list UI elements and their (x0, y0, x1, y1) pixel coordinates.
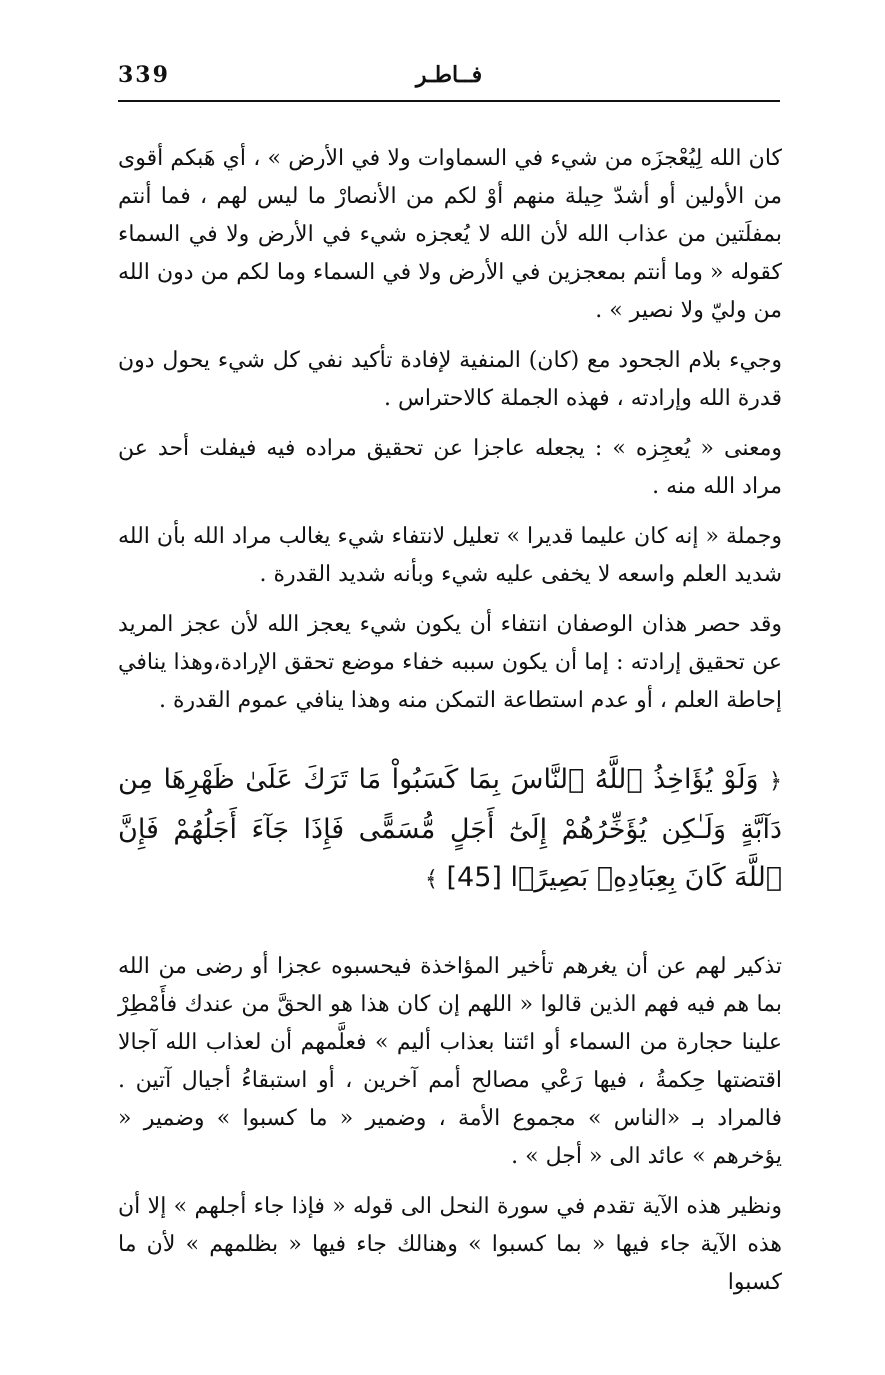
verse-close-ornament: ﴾ (425, 867, 438, 892)
quran-verse (118, 756, 782, 904)
paragraph: كان الله لِيُعْجزَه من شيء في السماوات ولا في الأرض » ، أي هَبكم أقوى من الأولين أو أشدّ حِيلة منهم أوْ لكم من الأنصارْ ما ليس لهم ، فما أنتم بمفلَتين من عذاب الله لأن الله لا يُعجزه شيء في الأرض ولا في السماء كقوله « وما أنتم بمعجزين في الأرض ولا في السماء وما لكم من دون الله من وليّ ولا نصير » . (118, 146, 782, 323)
verse-text: وَلَوْ يُؤَاخِذُ ٱللَّهُ ٱلنَّاسَ بِمَا كَسَبُواْ مَا تَرَكَ عَلَىٰ ظَهْرِهَا مِن دَآبَّةٍ وَلَـٰكِن يُؤَخِّرُهُمْ إِلَىٰٓ أَجَلٍ مُّسَمًّى فَإِذَا جَآءَ أَجَلُهُمْ فَإِنَّ ٱللَّهَ كَانَ بِعِبَادِهِۦ بَصِيرًۢا (118, 764, 782, 893)
paragraph: ومعنى « يُعجِزه » : يجعله عاجزا عن تحقيق مراده فيه فيفلت أحد عن مراد الله منه . (118, 436, 782, 499)
page-body (118, 140, 782, 1302)
page-number: 339 (118, 62, 170, 88)
paragraph: وقد حصر هذان الوصفان انتفاء أن يكون شيء يعجز الله لأن عجز المريد عن تحقيق إرادته : إما أن يكون سببه خفاء موضع تحقق الإرادة،وهذا ينافي إحاطة العلم ، أو عدم استطاعة التمكن منه وهذا ينافي عموم القدرة . (118, 612, 782, 713)
paragraph: ونظير هذه الآية تقدم في سورة النحل الى قوله « فإذا جاء أجلهم » إلا أن هذه الآية جاء فيها « بما كسبوا » وهنالك جاء فيها « بظلمهم » لأن ما كسبوا (118, 1194, 782, 1295)
verse-open-ornament: ﴿ (769, 769, 782, 794)
page-header (118, 58, 780, 102)
paragraph: تذكير لهم عن أن يغرهم تأخير المؤاخذة فيحسبوه عجزا أو رضى من الله بما هم فيه فهم الذين قالوا « اللهم إن كان هذا هو الحقَّ من عندك فأَمْطِرْ علينا حجارة من السماء أو ائتنا بعذاب أليم » فعلَّمهم أن لعذاب الله آجالا اقتضتها حِكمةُ ، فيها رَعْي مصالح أمم آخرين ، أو استبقاءُ أجيال آتين . فالمراد بـ «الناس » مجموع الأمة ، وضمير « ما كسبوا » وضمير « يؤخرهم » عائد الى « أجل » . (118, 954, 782, 1169)
paragraph: وجيء بلام الجحود مع (كان) المنفية لإفادة تأكيد نفي كل شيء يحول دون قدرة الله وإرادته ، فهذه الجملة كالاحتراس . (118, 348, 782, 411)
paragraph: وجملة « إنه كان عليما قديرا » تعليل لانتفاء شيء يغالب مراد الله بأن الله شديد العلم واسعه لا يخفى عليه شيء وبأنه شديد القدرة . (118, 524, 782, 587)
header-rule (118, 100, 780, 102)
verse-number: [45] (446, 862, 502, 893)
running-title: فــاطـر (415, 62, 483, 88)
